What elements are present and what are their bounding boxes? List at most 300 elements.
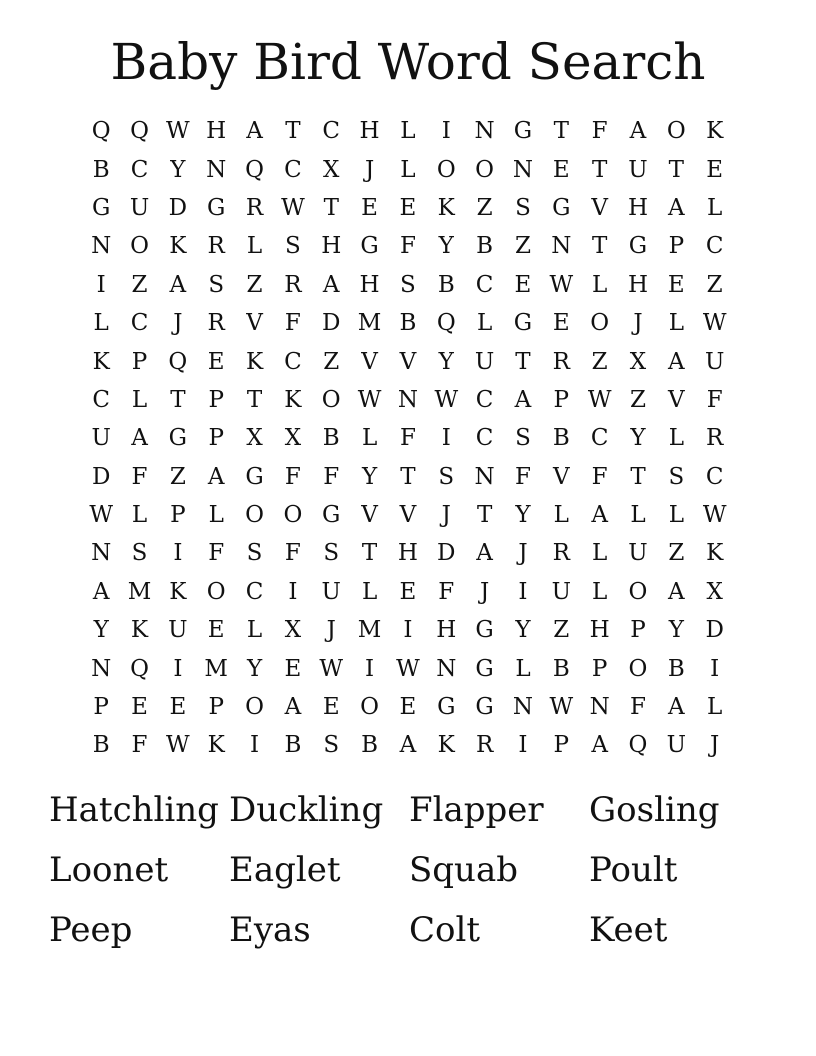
grid-letter[interactable]: Y: [93, 617, 109, 644]
grid-letter[interactable]: L: [592, 271, 608, 298]
grid-letter[interactable]: X: [323, 156, 340, 183]
grid-letter[interactable]: U: [321, 578, 341, 605]
grid-letter[interactable]: O: [321, 386, 341, 413]
grid-letter[interactable]: Y: [170, 156, 186, 183]
grid-letter[interactable]: R: [552, 348, 570, 375]
grid-letter[interactable]: G: [322, 502, 341, 529]
grid-letter[interactable]: P: [591, 655, 608, 682]
letter-grid: [82, 112, 734, 765]
grid-letter[interactable]: K: [169, 578, 187, 605]
grid-letter[interactable]: N: [397, 386, 418, 413]
grid-letter[interactable]: K: [706, 540, 724, 567]
grid-letter[interactable]: W: [357, 386, 382, 413]
grid-letter[interactable]: A: [668, 694, 685, 721]
grid-letter[interactable]: N: [474, 463, 495, 490]
grid-letter[interactable]: F: [284, 463, 301, 490]
grid-letter[interactable]: R: [207, 310, 225, 337]
grid-letter[interactable]: X: [629, 348, 647, 375]
grid-letter[interactable]: N: [551, 233, 572, 260]
grid-letter[interactable]: W: [396, 655, 420, 682]
grid-letter[interactable]: Z: [591, 348, 608, 375]
grid-letter[interactable]: U: [551, 578, 571, 605]
grid-letter[interactable]: L: [400, 118, 416, 145]
grid-letter[interactable]: A: [207, 463, 225, 490]
grid-letter[interactable]: A: [169, 271, 187, 298]
grid-letter[interactable]: O: [475, 156, 495, 183]
grid-letter[interactable]: E: [284, 655, 302, 682]
grid-letter[interactable]: Y: [438, 233, 454, 260]
grid-letter[interactable]: N: [436, 655, 457, 682]
grid-letter[interactable]: H: [321, 233, 342, 260]
grid-letter[interactable]: L: [400, 156, 416, 183]
grid-letter[interactable]: A: [629, 118, 647, 145]
grid-letter[interactable]: C: [92, 386, 110, 413]
grid-letter[interactable]: T: [361, 540, 378, 567]
grid-letter[interactable]: L: [668, 310, 684, 337]
grid-letter[interactable]: T: [170, 386, 186, 413]
grid-letter[interactable]: S: [400, 271, 416, 298]
grid-letter[interactable]: L: [361, 578, 378, 605]
grid-letter[interactable]: O: [360, 694, 379, 721]
grid-letter[interactable]: V: [668, 386, 685, 413]
grid-letter[interactable]: G: [360, 233, 379, 260]
grid-letter[interactable]: Z: [706, 271, 723, 298]
grid-letter[interactable]: U: [628, 540, 648, 567]
grid-letter[interactable]: L: [668, 425, 684, 452]
grid-letter[interactable]: O: [628, 655, 648, 682]
word-list-item: Eaglet: [229, 850, 341, 890]
grid-letter[interactable]: E: [399, 694, 417, 721]
grid-letter[interactable]: B: [322, 425, 340, 452]
grid-letter[interactable]: I: [288, 578, 298, 605]
word-list-item: Peep: [49, 910, 133, 950]
grid-letter[interactable]: W: [166, 732, 190, 759]
grid-letter[interactable]: B: [667, 655, 685, 682]
grid-letter[interactable]: Z: [553, 617, 570, 644]
grid-letter[interactable]: S: [668, 463, 685, 490]
grid-letter[interactable]: J: [479, 578, 490, 605]
grid-letter[interactable]: I: [518, 732, 528, 759]
grid-letter[interactable]: D: [91, 463, 111, 490]
grid-letter[interactable]: C: [130, 156, 149, 183]
grid-letter[interactable]: X: [246, 425, 263, 452]
grid-letter[interactable]: A: [591, 732, 608, 759]
grid-letter[interactable]: E: [322, 694, 340, 721]
grid-letter[interactable]: V: [399, 502, 417, 529]
grid-letter[interactable]: V: [361, 348, 378, 375]
grid-letter[interactable]: S: [323, 732, 340, 759]
grid-letter[interactable]: I: [173, 540, 183, 567]
grid-row: [82, 227, 734, 265]
grid-letter[interactable]: T: [476, 502, 493, 529]
grid-letter[interactable]: Q: [436, 310, 456, 337]
grid-letter[interactable]: H: [627, 271, 649, 298]
grid-letter[interactable]: M: [357, 617, 382, 644]
grid-letter[interactable]: C: [284, 348, 302, 375]
grid-letter[interactable]: E: [399, 194, 417, 221]
grid-letter[interactable]: Y: [515, 617, 531, 644]
grid-letter[interactable]: F: [591, 463, 608, 490]
grid-letter[interactable]: Y: [515, 502, 531, 529]
grid-letter[interactable]: A: [514, 386, 532, 413]
grid-letter[interactable]: Q: [168, 348, 188, 375]
grid-letter[interactable]: G: [475, 617, 494, 644]
grid-letter[interactable]: I: [96, 271, 106, 298]
grid-letter[interactable]: H: [627, 194, 649, 221]
grid-letter[interactable]: H: [589, 617, 610, 644]
grid-letter[interactable]: C: [705, 233, 724, 260]
grid-letter[interactable]: B: [476, 233, 494, 260]
grid-letter[interactable]: Q: [628, 732, 648, 759]
grid-letter[interactable]: O: [206, 578, 226, 605]
grid-letter[interactable]: G: [628, 233, 648, 260]
grid-letter[interactable]: E: [399, 578, 417, 605]
grid-letter[interactable]: P: [208, 694, 224, 721]
grid-letter[interactable]: Z: [323, 348, 340, 375]
grid-letter[interactable]: L: [707, 194, 723, 221]
grid-letter[interactable]: Y: [246, 655, 263, 682]
grid-letter[interactable]: I: [441, 118, 451, 145]
grid-letter[interactable]: C: [705, 463, 724, 490]
grid-letter[interactable]: Z: [668, 540, 685, 567]
grid-letter[interactable]: N: [512, 156, 534, 183]
grid-letter[interactable]: P: [170, 502, 186, 529]
grid-letter[interactable]: A: [476, 540, 493, 567]
grid-letter[interactable]: E: [552, 156, 570, 183]
grid-letter[interactable]: K: [169, 233, 187, 260]
grid-letter[interactable]: F: [284, 540, 301, 567]
grid-letter[interactable]: A: [246, 118, 263, 145]
grid-letter[interactable]: C: [322, 118, 341, 145]
grid-letter[interactable]: Z: [131, 271, 148, 298]
grid-row: [82, 611, 734, 649]
grid-letter[interactable]: W: [549, 271, 574, 298]
grid-letter[interactable]: L: [592, 578, 608, 605]
grid-letter[interactable]: R: [245, 194, 264, 221]
grid-letter[interactable]: E: [361, 194, 378, 221]
grid-letter[interactable]: F: [706, 386, 723, 413]
grid-letter[interactable]: U: [129, 194, 150, 221]
grid-letter[interactable]: Q: [91, 118, 111, 145]
grid-letter[interactable]: X: [284, 425, 302, 452]
grid-letter[interactable]: J: [518, 540, 528, 567]
grid-letter[interactable]: G: [91, 194, 111, 221]
word-list-item: Duckling: [229, 790, 384, 830]
grid-letter[interactable]: J: [326, 617, 336, 644]
grid-letter[interactable]: N: [91, 233, 112, 260]
grid-letter[interactable]: E: [207, 617, 225, 644]
grid-letter[interactable]: P: [93, 694, 109, 721]
grid-letter[interactable]: B: [399, 310, 417, 337]
grid-letter[interactable]: A: [284, 694, 302, 721]
grid-letter[interactable]: K: [92, 348, 110, 375]
grid-letter[interactable]: G: [475, 655, 494, 682]
grid-letter[interactable]: W: [166, 118, 190, 145]
grid-row: [82, 649, 734, 687]
grid-letter[interactable]: B: [92, 732, 110, 759]
grid-letter[interactable]: L: [707, 694, 723, 721]
word-list: [49, 780, 769, 960]
grid-letter[interactable]: M: [357, 310, 382, 337]
grid-letter[interactable]: P: [553, 732, 570, 759]
grid-letter[interactable]: H: [436, 617, 457, 644]
grid-letter[interactable]: V: [361, 502, 378, 529]
grid-letter[interactable]: E: [131, 694, 148, 721]
grid-letter[interactable]: R: [706, 425, 724, 452]
grid-letter[interactable]: Z: [629, 386, 646, 413]
grid-letter[interactable]: G: [513, 310, 533, 337]
grid-letter[interactable]: O: [628, 578, 648, 605]
grid-letter[interactable]: E: [514, 271, 532, 298]
grid-letter[interactable]: F: [514, 463, 531, 490]
grid-letter[interactable]: U: [628, 156, 648, 183]
grid-letter[interactable]: D: [168, 194, 188, 221]
grid-letter[interactable]: L: [131, 502, 148, 529]
grid-letter[interactable]: Z: [246, 271, 263, 298]
grid-letter[interactable]: T: [285, 118, 301, 145]
grid-letter[interactable]: B: [361, 732, 379, 759]
grid-letter[interactable]: I: [441, 425, 451, 452]
grid-letter[interactable]: V: [246, 310, 263, 337]
grid-letter[interactable]: G: [475, 694, 494, 721]
grid-letter[interactable]: T: [553, 118, 569, 145]
grid-letter[interactable]: N: [91, 540, 112, 567]
grid-letter[interactable]: C: [284, 156, 302, 183]
grid-letter[interactable]: A: [668, 348, 685, 375]
grid-letter[interactable]: W: [702, 502, 727, 529]
grid-letter[interactable]: P: [131, 348, 148, 375]
grid-letter[interactable]: C: [245, 578, 264, 605]
grid-letter[interactable]: L: [476, 310, 493, 337]
grid-letter[interactable]: A: [591, 502, 608, 529]
grid-letter[interactable]: R: [207, 233, 225, 260]
grid-letter[interactable]: U: [474, 348, 495, 375]
grid-letter[interactable]: K: [284, 386, 302, 413]
grid-letter[interactable]: I: [403, 617, 413, 644]
grid-letter[interactable]: L: [246, 233, 263, 260]
grid-letter[interactable]: A: [668, 578, 685, 605]
grid-letter[interactable]: C: [475, 271, 494, 298]
grid-letter[interactable]: B: [92, 156, 110, 183]
grid-letter[interactable]: Y: [361, 463, 378, 490]
grid-letter[interactable]: L: [515, 655, 531, 682]
grid-letter[interactable]: N: [589, 694, 610, 721]
grid-letter[interactable]: M: [204, 655, 228, 682]
grid-letter[interactable]: F: [399, 233, 416, 260]
grid-letter[interactable]: I: [365, 655, 375, 682]
word-list-item: Gosling: [589, 790, 720, 830]
grid-letter[interactable]: T: [323, 194, 339, 221]
grid-letter[interactable]: F: [630, 694, 646, 721]
grid-letter[interactable]: K: [207, 732, 225, 759]
grid-letter[interactable]: W: [89, 502, 113, 529]
grid-letter[interactable]: K: [706, 118, 724, 145]
grid-letter[interactable]: D: [437, 540, 456, 567]
grid-letter[interactable]: H: [397, 540, 418, 567]
grid-letter[interactable]: F: [438, 578, 455, 605]
grid-letter[interactable]: P: [208, 425, 224, 452]
grid-letter[interactable]: L: [361, 425, 378, 452]
grid-letter[interactable]: N: [512, 694, 534, 721]
grid-letter[interactable]: Q: [130, 118, 149, 145]
grid-letter[interactable]: A: [399, 732, 417, 759]
grid-letter[interactable]: B: [284, 732, 302, 759]
grid-letter[interactable]: F: [323, 463, 340, 490]
grid-letter[interactable]: I: [518, 578, 528, 605]
grid-letter[interactable]: L: [553, 502, 569, 529]
grid-letter[interactable]: N: [91, 655, 112, 682]
grid-letter[interactable]: O: [436, 156, 456, 183]
grid-letter[interactable]: S: [131, 540, 148, 567]
grid-letter[interactable]: T: [246, 386, 263, 413]
grid-letter[interactable]: U: [666, 732, 687, 759]
grid-letter[interactable]: Y: [630, 425, 646, 452]
grid-letter[interactable]: O: [283, 502, 303, 529]
grid-letter[interactable]: H: [359, 271, 380, 298]
grid-letter[interactable]: X: [284, 617, 302, 644]
grid-letter[interactable]: T: [630, 463, 646, 490]
grid-letter[interactable]: O: [245, 502, 264, 529]
grid-letter[interactable]: U: [704, 348, 725, 375]
grid-letter[interactable]: S: [515, 425, 531, 452]
grid-letter[interactable]: R: [475, 732, 494, 759]
grid-letter[interactable]: E: [706, 156, 724, 183]
grid-letter[interactable]: R: [552, 540, 570, 567]
grid-letter[interactable]: L: [592, 540, 608, 567]
grid-letter[interactable]: F: [208, 540, 225, 567]
grid-letter[interactable]: V: [399, 348, 417, 375]
grid-letter[interactable]: J: [633, 310, 643, 337]
grid-letter[interactable]: O: [245, 694, 264, 721]
grid-letter[interactable]: C: [590, 425, 609, 452]
grid-letter[interactable]: A: [92, 578, 110, 605]
grid-letter[interactable]: Y: [438, 348, 454, 375]
grid-letter[interactable]: S: [323, 540, 340, 567]
grid-letter[interactable]: T: [400, 463, 416, 490]
grid-letter[interactable]: L: [93, 310, 109, 337]
grid-letter[interactable]: R: [284, 271, 302, 298]
grid-letter[interactable]: N: [474, 118, 495, 145]
grid-letter[interactable]: K: [437, 194, 455, 221]
grid-letter[interactable]: G: [245, 463, 264, 490]
grid-letter[interactable]: U: [168, 617, 188, 644]
grid-letter[interactable]: T: [668, 156, 684, 183]
grid-letter[interactable]: X: [706, 578, 723, 605]
grid-letter[interactable]: Q: [245, 156, 264, 183]
grid-letter[interactable]: A: [131, 425, 148, 452]
grid-letter[interactable]: L: [630, 502, 646, 529]
grid-letter[interactable]: F: [131, 463, 148, 490]
grid-letter[interactable]: V: [552, 463, 570, 490]
grid-letter[interactable]: P: [208, 386, 224, 413]
grid-letter[interactable]: V: [591, 194, 608, 221]
grid-letter[interactable]: S: [208, 271, 225, 298]
grid-letter[interactable]: F: [131, 732, 148, 759]
grid-letter[interactable]: A: [668, 194, 685, 221]
grid-letter[interactable]: K: [437, 732, 455, 759]
grid-letter[interactable]: L: [208, 502, 224, 529]
grid-letter[interactable]: F: [399, 425, 416, 452]
grid-letter[interactable]: U: [91, 425, 111, 452]
grid-letter[interactable]: W: [434, 386, 459, 413]
grid-letter[interactable]: G: [437, 694, 456, 721]
grid-row: [82, 342, 734, 380]
grid-letter[interactable]: H: [359, 118, 380, 145]
grid-letter[interactable]: M: [127, 578, 152, 605]
word-list-item: Poult: [589, 850, 678, 890]
grid-letter[interactable]: A: [322, 271, 340, 298]
grid-letter[interactable]: I: [250, 732, 260, 759]
grid-letter[interactable]: Y: [668, 617, 684, 644]
grid-letter[interactable]: J: [710, 732, 720, 759]
grid-letter[interactable]: T: [591, 156, 608, 183]
grid-letter[interactable]: L: [668, 502, 684, 529]
grid-letter[interactable]: C: [475, 425, 494, 452]
grid-letter[interactable]: G: [552, 194, 571, 221]
grid-letter[interactable]: G: [513, 118, 533, 145]
grid-letter[interactable]: O: [590, 310, 610, 337]
grid-letter[interactable]: L: [246, 617, 263, 644]
grid-letter[interactable]: S: [438, 463, 455, 490]
grid-letter[interactable]: S: [515, 194, 531, 221]
grid-letter[interactable]: J: [173, 310, 183, 337]
grid-letter[interactable]: D: [705, 617, 724, 644]
grid-letter[interactable]: F: [284, 310, 301, 337]
grid-letter[interactable]: D: [322, 310, 341, 337]
grid-letter[interactable]: H: [206, 118, 227, 145]
grid-letter[interactable]: O: [666, 118, 686, 145]
grid-letter[interactable]: K: [245, 348, 264, 375]
grid-letter[interactable]: P: [630, 617, 646, 644]
grid-letter[interactable]: W: [587, 386, 612, 413]
grid-letter[interactable]: Z: [514, 233, 531, 260]
grid-letter[interactable]: B: [437, 271, 455, 298]
grid-letter[interactable]: O: [130, 233, 149, 260]
grid-letter[interactable]: T: [591, 233, 608, 260]
grid-letter[interactable]: B: [552, 655, 570, 682]
grid-letter[interactable]: Z: [169, 463, 186, 490]
grid-letter[interactable]: N: [206, 156, 227, 183]
grid-letter[interactable]: I: [710, 655, 720, 682]
grid-letter[interactable]: I: [173, 655, 183, 682]
grid-letter[interactable]: G: [168, 425, 188, 452]
grid-letter[interactable]: E: [169, 694, 187, 721]
grid-letter[interactable]: P: [553, 386, 570, 413]
grid-letter[interactable]: T: [515, 348, 531, 375]
grid-letter[interactable]: W: [549, 694, 574, 721]
grid-letter[interactable]: S: [285, 233, 301, 260]
grid-letter[interactable]: L: [131, 386, 148, 413]
grid-letter[interactable]: Z: [476, 194, 493, 221]
grid-letter[interactable]: W: [702, 310, 727, 337]
grid-letter[interactable]: S: [246, 540, 263, 567]
grid-letter[interactable]: E: [667, 271, 685, 298]
grid-letter[interactable]: J: [364, 156, 375, 183]
grid-letter[interactable]: E: [207, 348, 225, 375]
grid-letter[interactable]: E: [552, 310, 570, 337]
grid-letter[interactable]: P: [668, 233, 685, 260]
grid-letter[interactable]: W: [319, 655, 344, 682]
grid-letter[interactable]: J: [441, 502, 451, 529]
grid-letter[interactable]: W: [281, 194, 305, 221]
grid-letter[interactable]: B: [552, 425, 570, 452]
grid-letter[interactable]: C: [130, 310, 149, 337]
grid-letter[interactable]: G: [207, 194, 226, 221]
grid-letter[interactable]: K: [130, 617, 149, 644]
grid-letter[interactable]: F: [591, 118, 608, 145]
grid-letter[interactable]: C: [475, 386, 494, 413]
grid-letter[interactable]: Q: [130, 655, 149, 682]
